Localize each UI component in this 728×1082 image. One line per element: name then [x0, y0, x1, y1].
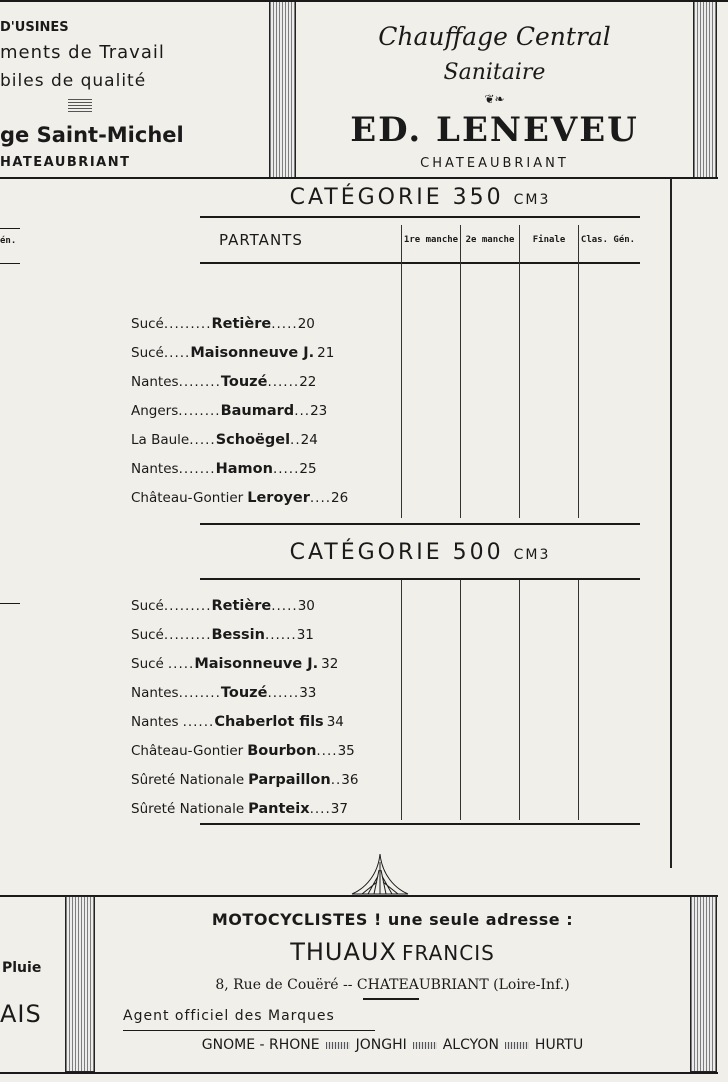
left-margin-bottom-1: Pluie: [2, 960, 42, 976]
left-ad-line1: D'USINES: [0, 20, 69, 35]
table-row: Sucé ......... Retière ..... 30: [131, 598, 315, 614]
table-row: Château-Gontier Bourbon .... 35: [131, 743, 355, 759]
bottom-ad-name-small: FRANCIS: [402, 941, 495, 965]
rider-name: Chaberlot fils: [214, 714, 324, 730]
category-500-unit: CM3: [513, 547, 551, 563]
rider-name: Panteix: [248, 801, 310, 817]
header-col4: Clas. Gén.: [580, 235, 636, 245]
table-row: Nantes ........ Touzé ...... 33: [131, 685, 317, 701]
table-row: Sucé ......... Bessin ...... 31: [131, 627, 314, 643]
rider-name: Bourbon: [247, 743, 317, 759]
left-margin-rule-1: [0, 228, 20, 229]
category-350-title: [200, 185, 640, 210]
rider-number: 31: [296, 627, 314, 643]
rider-name: Retière: [211, 598, 272, 614]
rider-number: 21: [317, 345, 335, 361]
separator-icon: [326, 1042, 350, 1049]
cat350-col-line-2: [460, 225, 461, 518]
rider-number: 35: [337, 743, 355, 759]
table-row: Sûreté Nationale Parpaillon .. 36: [131, 772, 359, 788]
rider-number: 22: [299, 374, 317, 390]
table-row: Sûreté Nationale Panteix .... 37: [131, 801, 348, 817]
cat500-rule-top: [200, 578, 640, 580]
rider-name: Leroyer: [247, 490, 310, 506]
rider-number: 36: [341, 772, 359, 788]
category-350-unit: CM3: [513, 192, 551, 208]
rider-number: 26: [331, 490, 349, 506]
rider-number: 34: [326, 714, 344, 730]
top-right-ad: [296, 0, 693, 178]
table-row: Nantes ........ Touzé ...... 22: [131, 374, 317, 390]
rider-name: Touzé: [220, 685, 268, 701]
left-ad-line3: biles de qualité: [0, 71, 147, 91]
table-row: Sucé ..... Maisonneuve J. 32: [131, 656, 339, 672]
left-ad-line5: HATEAUBRIANT: [0, 155, 131, 170]
category-350-label: CATÉGORIE 350: [289, 185, 504, 210]
rider-number: 32: [321, 656, 339, 672]
ornament-icon: ❦❧: [484, 92, 505, 106]
rider-number: 33: [299, 685, 317, 701]
header-col1: 1re manche: [403, 235, 459, 245]
left-margin-fragment-top: én.: [0, 236, 17, 246]
brand-gnome-rhone: GNOME - RHONE: [201, 1037, 320, 1053]
rider-number: 20: [297, 316, 315, 332]
rider-name: Maisonneuve J.: [194, 656, 319, 672]
cat500-col-line-3: [519, 580, 520, 820]
separator-icon: [505, 1042, 529, 1049]
left-margin-rule-3: [0, 603, 20, 604]
table-row: Sucé ......... Retière ..... 20: [131, 316, 315, 332]
header-partants: PARTANTS: [219, 231, 303, 249]
rider-number: 37: [330, 801, 348, 817]
rider-name: Hamon: [215, 461, 273, 477]
ornament-icon: [363, 998, 419, 1000]
right-ad-line1: Chauffage Central: [378, 22, 611, 51]
rider-number: 24: [300, 432, 318, 448]
left-ad-line4: ge Saint-Michel: [0, 123, 184, 147]
bottom-border: [0, 1072, 718, 1074]
left-margin-rule-2: [0, 263, 20, 264]
rider-number: 25: [299, 461, 317, 477]
table-row: La Baule ..... Schoëgel .. 24: [131, 432, 318, 448]
bottom-ad-name-big: THUAUX: [290, 938, 397, 966]
ornament-icon: [68, 98, 92, 112]
cat500-col-line-4: [578, 580, 579, 820]
rider-name: Baumard: [220, 403, 295, 419]
rider-number: 30: [297, 598, 315, 614]
right-ad-city: CHATEAUBRIANT: [420, 156, 569, 171]
top-right-bar: [693, 0, 717, 178]
rider-name: Retière: [211, 316, 272, 332]
bottom-ad-name: [95, 938, 690, 966]
cat350-rule-bottom: [200, 523, 640, 525]
rider-name: Schoëgel: [215, 432, 291, 448]
bottom-ad-address: 8, Rue de Couëré -- CHATEAUBRIANT (Loire-Inf.): [215, 977, 570, 993]
rider-name: Bessin: [211, 627, 265, 643]
table-row: Nantes ...... Chaberlot fils 34: [131, 714, 344, 730]
agent-underline: [123, 1030, 375, 1031]
separator-icon: [413, 1042, 437, 1049]
category-500-label: CATÉGORIE 500: [289, 540, 504, 565]
rider-number: 23: [310, 403, 328, 419]
cat350-col-line-4: [578, 225, 579, 518]
brand-alcyon: ALCYON: [442, 1037, 499, 1053]
cat500-col-line-2: [460, 580, 461, 820]
brand-hurtu: HURTU: [534, 1037, 584, 1053]
fan-ornament-icon: [350, 852, 410, 896]
cat350-col-line-3: [519, 225, 520, 518]
left-ad-line2: ments de Travail: [0, 42, 165, 63]
bottom-ad: [95, 896, 690, 1072]
bottom-ad-agent: Agent officiel des Marques: [123, 1008, 335, 1024]
bottom-ad-headline: MOTOCYCLISTES ! une seule adresse :: [211, 910, 574, 929]
rider-name: Parpaillon: [248, 772, 331, 788]
top-left-ad: [0, 0, 268, 170]
table-row: Nantes ....... Hamon ..... 25: [131, 461, 317, 477]
cat350-rule-top: [200, 216, 640, 218]
header-col3: Finale: [532, 235, 566, 245]
bottom-ad-brands: [95, 1037, 690, 1053]
cat350-rule-header: [200, 262, 640, 264]
bottom-left-bar: [65, 896, 95, 1072]
brand-jonghi: JONGHI: [355, 1037, 407, 1053]
table-row: Sucé ..... Maisonneuve J. 21: [131, 345, 335, 361]
left-margin-bottom-2: AIS: [0, 1000, 42, 1028]
top-divider-bar: [269, 0, 296, 178]
bottom-right-bar: [690, 896, 717, 1072]
rider-name: Maisonneuve J.: [190, 345, 315, 361]
table-row: Angers ........ Baumard ... 23: [131, 403, 328, 419]
cat500-rule-bottom: [200, 823, 640, 825]
right-ad-name: ED. LENEVEU: [350, 110, 639, 150]
table-row: Château-Gontier Leroyer .... 26: [131, 490, 349, 506]
rider-name: Touzé: [220, 374, 268, 390]
category-500-title: [200, 540, 640, 565]
right-border-line: [670, 178, 672, 868]
right-ad-line2: Sanitaire: [443, 60, 546, 85]
header-col2: 2e manche: [465, 235, 515, 245]
